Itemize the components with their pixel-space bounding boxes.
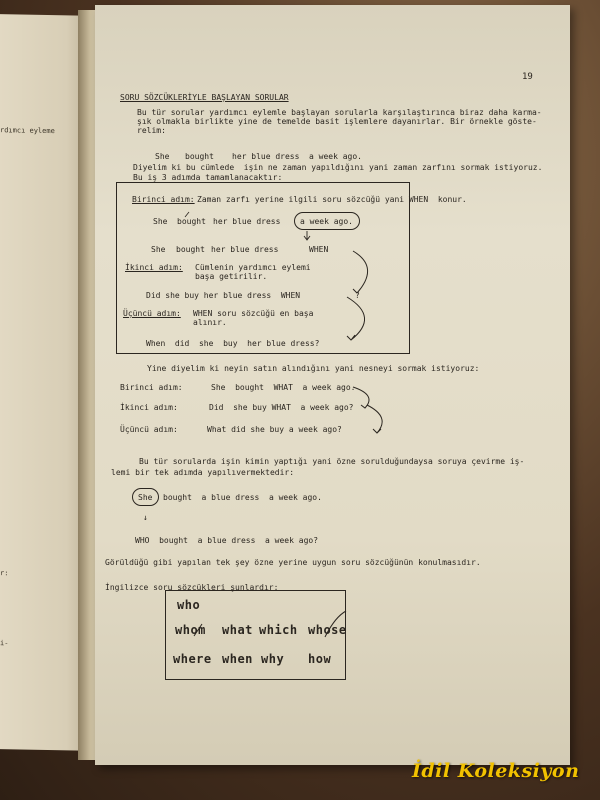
qw-when: when xyxy=(222,652,253,666)
left-fragment-2: r: xyxy=(0,569,9,578)
s1b-bought: bought xyxy=(176,245,205,254)
s1b-she: She xyxy=(151,245,166,254)
step-c-label: Üçüncü adım: xyxy=(120,425,178,434)
subject-circle xyxy=(132,488,159,506)
para6: İngilizce soru sözcükleri şunlardır: xyxy=(105,583,279,592)
step-c-text: What did she buy a week ago? xyxy=(207,425,342,434)
s3-line: When did she buy her blue dress? xyxy=(146,339,320,348)
s1-object: her blue dress xyxy=(213,217,281,226)
page-number: 19 xyxy=(522,72,533,82)
step3-text-2: alınır. xyxy=(193,318,227,327)
left-fragment-1: rdımcı eyleme xyxy=(0,126,55,136)
s1b-when: WHEN xyxy=(309,245,329,254)
para4-line-1: Bu tür sorularda işin kimin yaptığı yani özne sorulduğundaysa soruya çevirme iş- xyxy=(139,457,525,466)
time-circle xyxy=(294,212,360,230)
subject-rest: bought a blue dress a week ago. xyxy=(163,493,322,502)
s2-question-mark: ? xyxy=(355,291,360,300)
qw-why: why xyxy=(261,652,285,666)
step2-label: İkinci adım: xyxy=(125,263,183,272)
s2-line: Did she buy her blue dress WHEN xyxy=(146,291,301,300)
subject-she: She xyxy=(138,493,153,502)
step-b-label: İkinci adım: xyxy=(120,403,178,412)
page-heading: SORU SÖZCÜKLERİYLE BAŞLAYAN SORULAR xyxy=(120,93,289,102)
step-b-text: Did she buy WHAT a week ago? xyxy=(209,403,354,412)
step2-text-1: Cümlenin yardımcı eylemi xyxy=(195,263,311,272)
book-page xyxy=(95,5,570,765)
qw-whose: whose xyxy=(308,623,347,637)
step-a-label: Birinci adım: xyxy=(120,383,183,392)
qw-how: how xyxy=(308,652,332,666)
para5: Görüldüğü gibi yapılan tek şey özne yerine uygun soru sözcüğünün konulmasıdır. xyxy=(105,558,481,567)
s1-bought: bought xyxy=(177,217,206,226)
qw-which: which xyxy=(259,623,298,637)
down-arrow: ↓ xyxy=(143,513,148,522)
para4-line-2: lemi bir tek adımda yapılıvermektedir: xyxy=(111,468,295,477)
example-object: her blue dress xyxy=(232,152,300,161)
para2-line-2: Bu iş 3 adımda tamamlanacaktır: xyxy=(133,173,283,182)
who-sentence: WHO bought a blue dress a week ago? xyxy=(135,536,319,545)
step1-text: Zaman zarfı yerine ilgili soru sözcüğü yani WHEN konur. xyxy=(197,195,467,204)
qw-where: where xyxy=(173,652,212,666)
para2-line-1: Diyelim ki bu cümlede işin ne zaman yapıldığını yani zaman zarfını sormak istiyoruz. xyxy=(133,163,543,172)
step3-text-1: WHEN soru sözcüğü en başa xyxy=(193,309,314,318)
step1-label: Birinci adım: xyxy=(132,195,195,204)
para3: Yine diyelim ki neyin satın alındığını yani nesneyi sormak istiyoruz: xyxy=(147,364,480,373)
qw-who: who xyxy=(177,598,201,612)
example-subject: She xyxy=(155,152,170,161)
s1-time: a week ago. xyxy=(300,217,353,226)
intro-line-1: Bu tür sorular yardımcı eylemle başlayan sorularla karşılaştırınca biraz daha karma- xyxy=(137,108,542,117)
watermark: İdil Koleksiyon xyxy=(412,760,580,782)
intro-line-3: relim: xyxy=(137,126,166,135)
step-a-text: She bought WHAT a week ago. xyxy=(211,383,356,392)
s1-she: She xyxy=(153,217,168,226)
arrow-what-curve-2 xyxy=(367,405,382,433)
example-verb: bought xyxy=(185,152,214,161)
step3-label: Üçüncü adım: xyxy=(123,309,181,318)
s1b-object: her blue dress xyxy=(211,245,279,254)
intro-line-2: şık olmakla birlikte yine de temelde basit işlemlere dayanırlar. Bir örnekle göste- xyxy=(137,117,537,126)
qw-what: what xyxy=(222,623,253,637)
left-fragment-3: i- xyxy=(0,639,9,648)
qw-whom: whom xyxy=(175,623,206,637)
example-time: a week ago. xyxy=(309,152,362,161)
step2-text-2: başa getirilir. xyxy=(195,272,268,281)
